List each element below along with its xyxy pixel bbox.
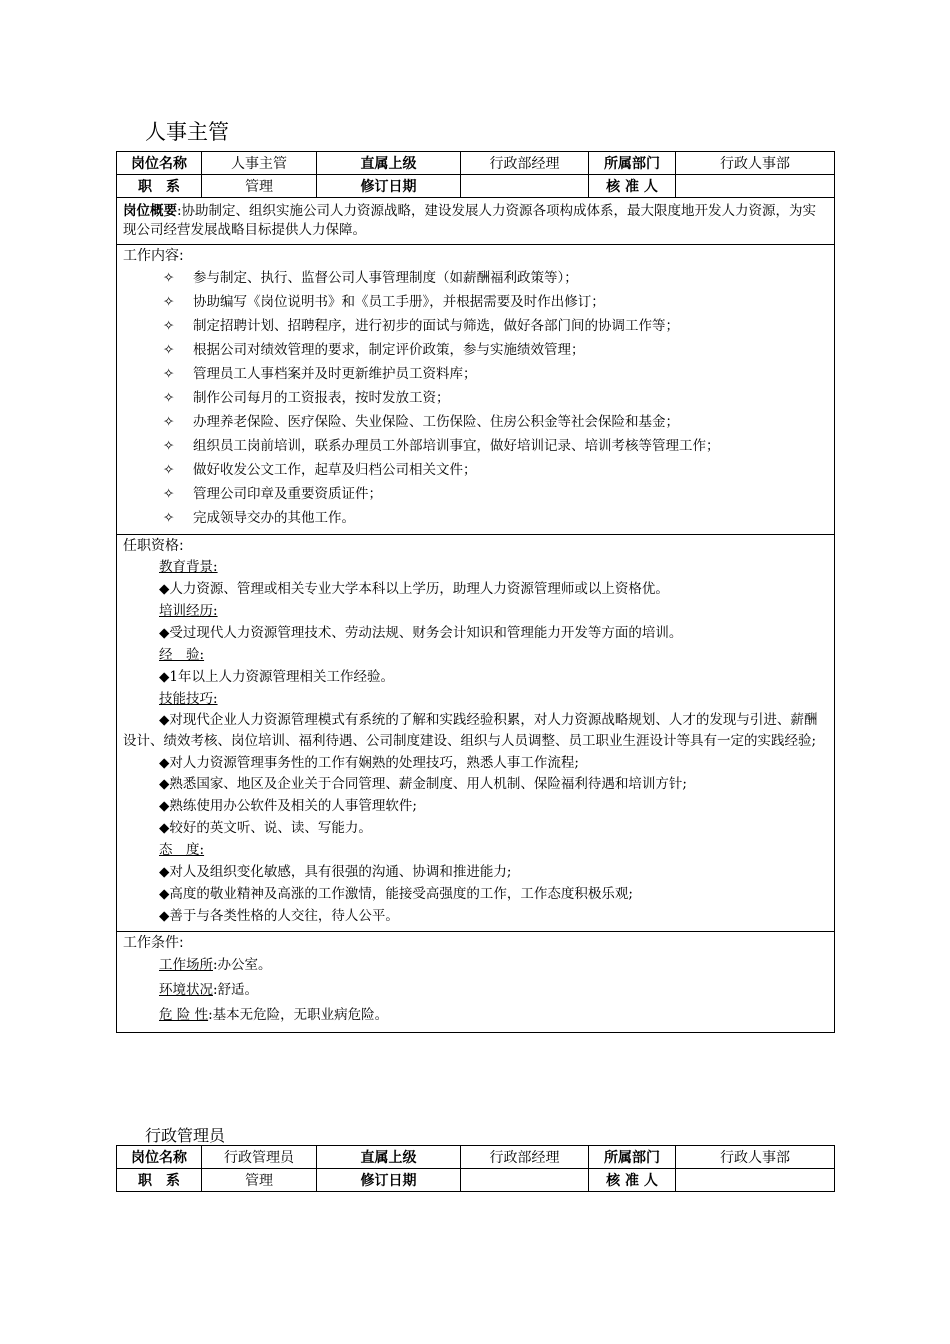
s2-value-job-family: 管理 <box>202 1169 317 1192</box>
duties-title: 工作内容: <box>123 248 184 264</box>
duty-item <box>123 364 828 384</box>
duty-item <box>123 292 828 312</box>
label-approver: 核 准 人 <box>589 175 676 198</box>
duty-item <box>123 436 828 456</box>
duty-bullet-icon: ✧ <box>163 414 175 430</box>
duty-text: 制定招聘计划、招聘程序，进行初步的面试与筛选，做好各部门间的协调工作等； <box>193 318 679 334</box>
duty-bullet-icon: ✧ <box>163 342 175 358</box>
education-text: ◆人力资源、管理或相关专业大学本科以上学历，助理人力资源管理师或以上资格优。 <box>159 581 669 597</box>
condition-env-value: :舒适。 <box>213 982 259 998</box>
condition-place-value: :办公室。 <box>213 957 272 973</box>
value-position-name: 人事主管 <box>202 152 317 175</box>
duty-bullet-icon: ✧ <box>163 366 175 382</box>
duty-text: 制作公司每月的工资报表，按时发放工资； <box>193 390 450 406</box>
condition-danger-label: 危 险 性 <box>159 1007 209 1023</box>
duty-item <box>123 460 828 480</box>
header-row-1 <box>117 152 835 175</box>
attitude-item-3: ◆善于与各类性格的人交往，待人公平。 <box>159 908 399 924</box>
duty-text: 参与制定、执行、监督公司人事管理制度（如薪酬福利政策等）； <box>193 270 578 286</box>
conditions-row <box>117 932 835 1033</box>
condition-place-label: 工作场所 <box>159 957 213 973</box>
duty-item <box>123 508 828 528</box>
experience-label: 经 验: <box>159 647 205 663</box>
s2-label-position-name: 岗位名称 <box>117 1146 202 1169</box>
duty-text: 管理公司印章及重要资质证件； <box>193 486 382 502</box>
skills-item-4: ◆熟练使用办公软件及相关的人事管理软件; <box>159 798 417 814</box>
conditions-cell <box>117 932 835 1033</box>
label-job-family: 职 系 <box>117 175 202 198</box>
skills-label: 技能技巧: <box>159 691 218 707</box>
s2-header-row-1 <box>117 1146 835 1169</box>
skills-item-3: ◆熟悉国家、地区及企业关于合同管理、薪金制度、用人机制、保险福利待遇和培训方针; <box>159 776 687 792</box>
s2-label-supervisor: 直属上级 <box>317 1146 461 1169</box>
duty-item <box>123 484 828 504</box>
section2-title: 行政管理员 <box>145 1126 226 1145</box>
value-approver <box>676 175 835 198</box>
section1-table <box>116 151 835 1033</box>
duty-text: 组织员工岗前培训，联系办理员工外部培训事宜，做好培训记录、培训考核等管理工作； <box>193 438 720 454</box>
duties-list <box>123 268 828 528</box>
attitude-label: 态 度: <box>159 842 205 858</box>
duty-text: 办理养老保险、医疗保险、失业保险、工伤保险、住房公积金等社会保险和基金； <box>193 414 679 430</box>
s2-value-position-name: 行政管理员 <box>202 1146 317 1169</box>
duty-bullet-icon: ✧ <box>163 294 175 310</box>
s2-value-supervisor: 行政部经理 <box>461 1146 589 1169</box>
qualifications-cell <box>117 535 835 932</box>
section2-table <box>116 1145 835 1192</box>
duty-item <box>123 316 828 336</box>
duty-bullet-icon: ✧ <box>163 510 175 526</box>
label-position-name: 岗位名称 <box>117 152 202 175</box>
summary-row <box>117 198 835 245</box>
section1-title: 人事主管 <box>145 120 229 144</box>
training-text: ◆受过现代人力资源管理技术、劳动法规、财务会计知识和管理能力开发等方面的培训。 <box>159 625 683 641</box>
s2-value-department: 行政人事部 <box>676 1146 835 1169</box>
label-supervisor: 直属上级 <box>317 152 461 175</box>
duties-cell <box>117 245 835 535</box>
label-department: 所属部门 <box>589 152 676 175</box>
condition-danger <box>123 1003 828 1028</box>
duty-bullet-icon: ✧ <box>163 438 175 454</box>
condition-place <box>123 953 828 978</box>
skills-item-5: ◆较好的英文听、说、读、写能力。 <box>159 820 372 836</box>
duty-item <box>123 388 828 408</box>
summary-label: 岗位概要 <box>123 203 177 219</box>
training-label: 培训经历: <box>159 603 218 619</box>
summary-cell <box>117 198 835 245</box>
value-revision-date <box>461 175 589 198</box>
duty-bullet-icon: ✧ <box>163 270 175 286</box>
duty-text: 协助编写《岗位说明书》和《员工手册》，并根据需要及时作出修订； <box>193 294 605 310</box>
duty-bullet-icon: ✧ <box>163 462 175 478</box>
condition-env <box>123 978 828 1003</box>
value-job-family: 管理 <box>202 175 317 198</box>
duty-item <box>123 268 828 288</box>
s2-value-revision-date <box>461 1169 589 1192</box>
qualifications-row <box>117 535 835 932</box>
value-department: 行政人事部 <box>676 152 835 175</box>
experience-text: ◆1年以上人力资源管理相关工作经验。 <box>159 669 394 685</box>
s2-label-approver: 核 准 人 <box>589 1169 676 1192</box>
s2-header-row-2 <box>117 1169 835 1192</box>
education-label: 教育背景: <box>159 559 218 575</box>
skills-item-1: ◆对现代企业人力资源管理模式有系统的了解和实践经验积累，对人力资源战略规划、人才的发现与引进、薪酬设计、绩效考核、岗位培训、福利待遇、公司制度建设、组织与人员调整、员工职业生涯设计等具有一定的实践经验; <box>123 712 818 749</box>
s2-label-job-family: 职 系 <box>117 1169 202 1192</box>
duty-item <box>123 412 828 432</box>
conditions-title: 工作条件: <box>123 935 184 951</box>
s2-label-revision-date: 修订日期 <box>317 1169 461 1192</box>
duty-bullet-icon: ✧ <box>163 390 175 406</box>
duties-row <box>117 245 835 535</box>
duty-text: 管理员工人事档案并及时更新维护员工资料库； <box>193 366 477 382</box>
attitude-item-1: ◆对人及组织变化敏感，具有很强的沟通、协调和推进能力; <box>159 864 512 880</box>
duty-bullet-icon: ✧ <box>163 318 175 334</box>
duty-text: 做好收发公文工作，起草及归档公司相关文件； <box>193 462 477 478</box>
attitude-item-2: ◆高度的敬业精神及高涨的工作激情，能接受高强度的工作，工作态度积极乐观; <box>159 886 633 902</box>
s2-label-department: 所属部门 <box>589 1146 676 1169</box>
header-row-2 <box>117 175 835 198</box>
skills-item-2: ◆对人力资源管理事务性的工作有娴熟的处理技巧，熟悉人事工作流程; <box>159 755 579 771</box>
summary-text: :协助制定、组织实施公司人力资源战略，建设发展人力资源各项构成体系，最大限度地开发人力资源，为实现公司经营发展战略目标提供人力保障。 <box>123 203 817 238</box>
s2-value-approver <box>676 1169 835 1192</box>
label-revision-date: 修订日期 <box>317 175 461 198</box>
duty-text: 完成领导交办的其他工作。 <box>193 510 355 526</box>
qualifications-title: 任职资格: <box>123 538 184 554</box>
duty-item <box>123 340 828 360</box>
condition-danger-value: :基本无危险，无职业病危险。 <box>208 1007 389 1023</box>
condition-env-label: 环境状况 <box>159 982 213 998</box>
duty-bullet-icon: ✧ <box>163 486 175 502</box>
value-supervisor: 行政部经理 <box>461 152 589 175</box>
duty-text: 根据公司对绩效管理的要求，制定评价政策，参与实施绩效管理； <box>193 342 585 358</box>
